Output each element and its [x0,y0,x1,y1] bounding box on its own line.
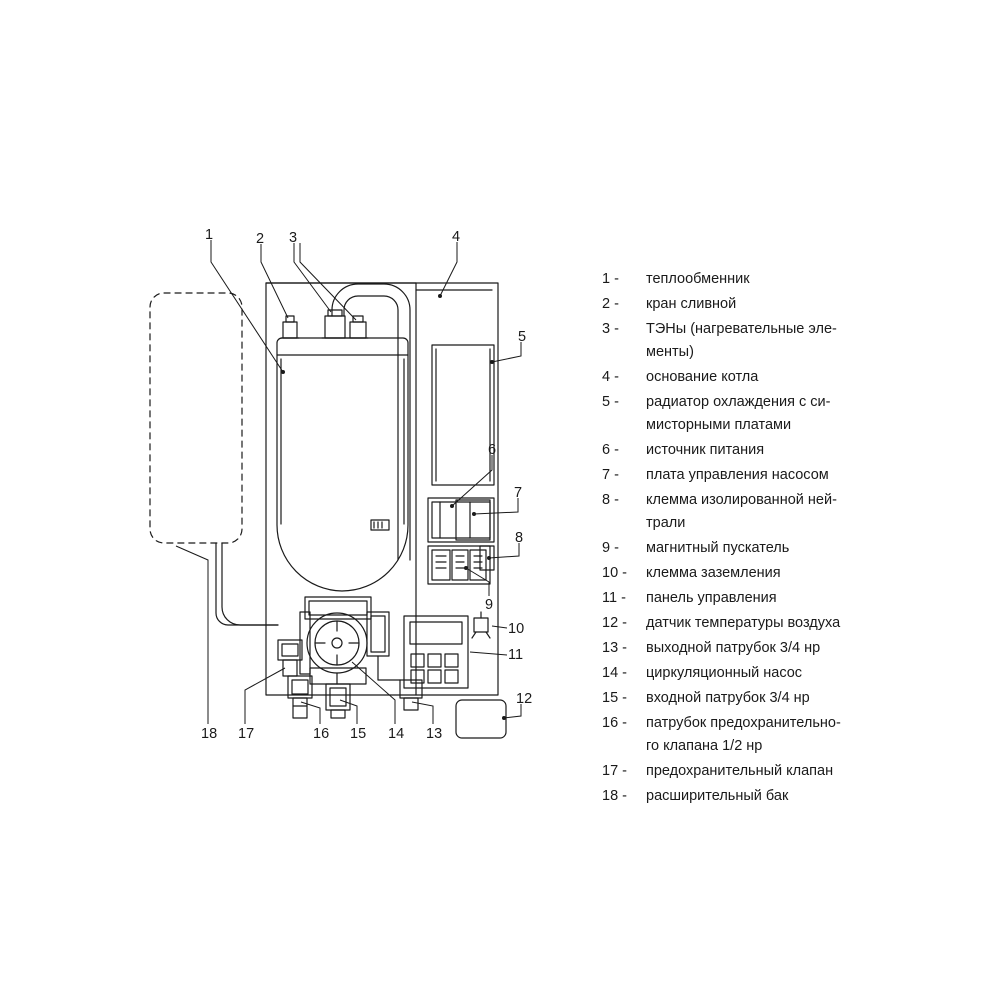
legend-label-4: основание котла [646,369,759,385]
legend-number-3: 3 - [602,321,619,337]
legend-label-16: патрубок предохранительно- го клапана 1/2 нр [646,715,841,754]
callout-9: 9 [485,597,494,613]
legend-number-12: 12 - [602,615,628,631]
inlet-port [326,684,350,718]
magnetic-starter [428,546,490,584]
safety-valve [278,640,302,676]
ground-terminal [472,612,490,638]
legend-number-9: 9 - [602,540,619,556]
pump-pipes [337,656,400,684]
legend-label-15: входной патрубок 3/4 нр [646,690,810,706]
leader-dots [281,294,506,720]
expansion-tank-pipe [216,543,278,625]
callout-18: 18 [201,726,218,742]
callout-4: 4 [452,229,461,245]
legend-label-9: магнитный пускатель [646,540,790,556]
callout-13: 13 [426,726,443,742]
callout-17: 17 [238,726,255,742]
heat-exchanger [277,338,408,591]
legend-label-18: расширительный бак [646,788,789,804]
legend-label-8: клемма изолированной ней- трали [646,492,837,531]
legend-number-1: 1 - [602,271,619,287]
legend-number-5: 5 - [602,394,619,410]
cooling-radiator [432,345,497,485]
legend-number-18: 18 - [602,788,628,804]
callout-15: 15 [350,726,367,742]
legend-item-7 [602,464,902,487]
callout-14: 14 [388,726,405,742]
callout-2: 2 [256,231,265,247]
legend-item-17 [602,760,902,783]
legend-item-3 [602,318,902,364]
callout-10: 10 [508,621,525,637]
legend-label-14: циркуляционный насос [646,665,803,681]
legend-item-11 [602,587,902,610]
power-supply-board [428,498,494,542]
legend-label-10: клемма заземления [646,565,781,581]
legend-number-4: 4 - [602,369,619,385]
air-temperature-sensor [456,700,506,738]
legend-label-13: выходной патрубок 3/4 нр [646,640,821,656]
callout-5: 5 [518,329,527,345]
legend-label-7: плата управления насосом [646,467,829,483]
legend-label-17: предохранительный клапан [646,763,834,779]
legend-number-11: 11 - [602,590,626,606]
legend-item-14 [602,662,902,685]
legend-item-8 [602,489,902,535]
leader-lines [176,240,524,724]
expansion-tank-outline [150,293,242,543]
drain-tap [281,316,299,338]
legend-item-6 [602,439,902,462]
circulation-pump [300,597,389,684]
legend-label-5: радиатор охлаждения с си- мисторными платами [646,394,831,433]
pump-control-board [456,500,490,540]
callout-16: 16 [313,726,330,742]
legend-number-14: 14 - [602,665,628,681]
callout-7: 7 [514,485,523,501]
legend-item-16 [602,712,902,758]
legend-item-2 [602,293,902,316]
legend-number-17: 17 - [602,763,628,779]
legend-item-9 [602,537,902,560]
legend-label-2: кран сливной [646,296,737,312]
callout-1: 1 [205,227,214,243]
legend-item-5 [602,391,902,437]
legend-number-15: 15 - [602,690,628,706]
legend-number-16: 16 - [602,715,628,731]
callout-11: 11 [508,647,524,663]
legend-number-10: 10 - [602,565,628,581]
legend-item-10 [602,562,902,585]
top-pipe [332,284,410,560]
callout-8: 8 [515,530,524,546]
legend-label-6: источник питания [646,442,765,458]
legend-item-13 [602,637,902,660]
legend-label-11: панель управления [646,590,777,606]
control-panel [404,616,468,688]
legend-number-7: 7 - [602,467,619,483]
legend-item-1 [602,268,902,291]
callout-12: 12 [516,691,533,707]
legend-list [602,268,902,810]
legend-number-8: 8 - [602,492,619,508]
legend-item-18 [602,785,902,808]
callout-3: 3 [289,230,298,246]
legend-item-12 [602,612,902,635]
legend-label-3: ТЭНы (нагревательные эле- менты) [646,321,837,360]
legend-number-6: 6 - [602,442,619,458]
callout-6: 6 [488,442,497,458]
legend-label-12: датчик температуры воздуха [646,615,841,631]
legend-number-13: 13 - [602,640,628,656]
legend-item-15 [602,687,902,710]
legend-item-4 [602,366,902,389]
heating-elements [322,310,368,338]
legend-label-1: теплообменник [646,271,750,287]
safety-valve-port [288,676,312,718]
legend-number-2: 2 - [602,296,619,312]
